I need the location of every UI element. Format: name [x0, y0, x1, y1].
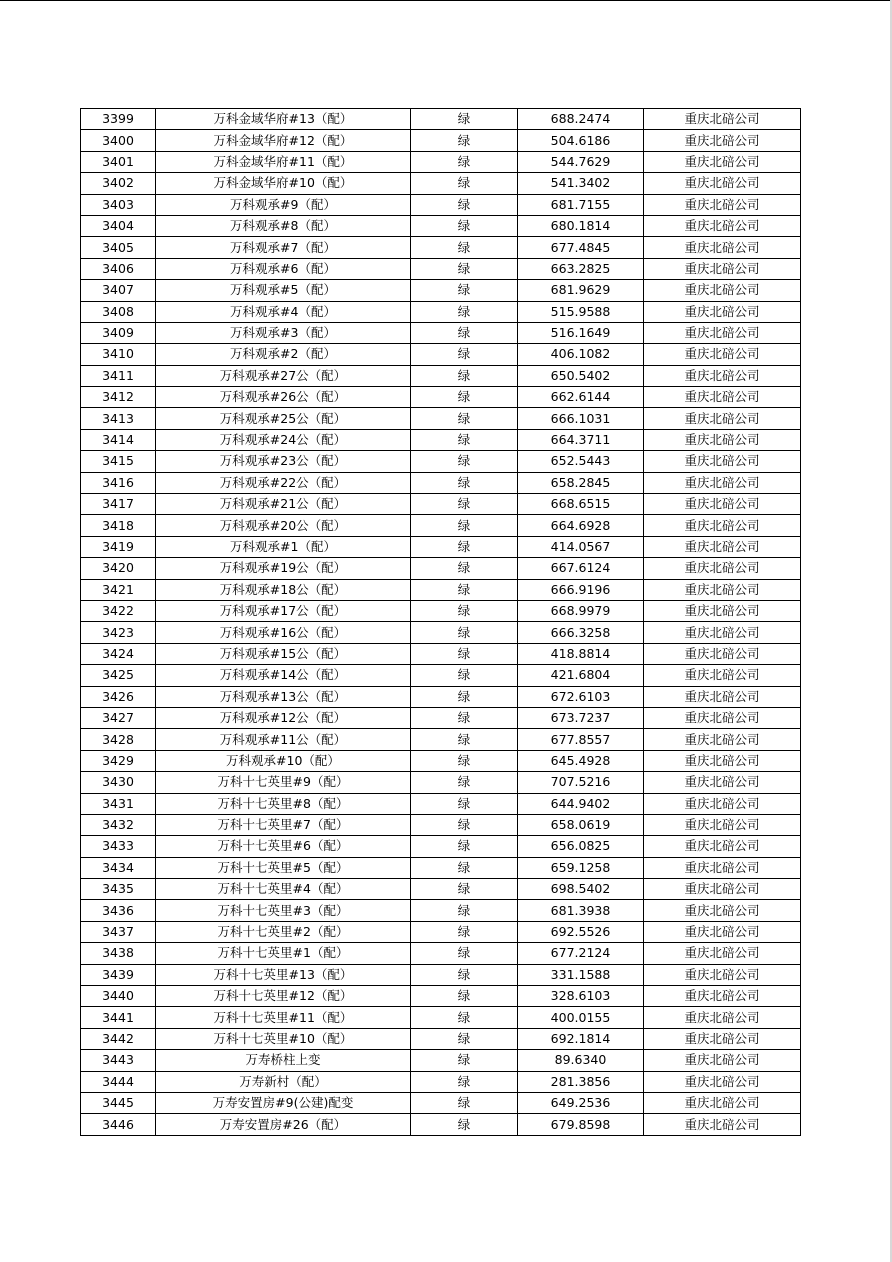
company-cell: 重庆北碚公司	[644, 793, 801, 814]
status-color-cell: 绿	[411, 536, 518, 557]
company-cell: 重庆北碚公司	[644, 558, 801, 579]
status-color-cell: 绿	[411, 921, 518, 942]
value-cell: 680.1814	[518, 215, 644, 236]
data-table	[80, 108, 801, 1136]
status-color-cell: 绿	[411, 408, 518, 429]
station-name-cell: 万科观承#4（配）	[156, 301, 411, 322]
row-number-cell: 3415	[81, 451, 156, 472]
station-name-cell: 万科观承#24公（配）	[156, 429, 411, 450]
value-cell: 681.3938	[518, 900, 644, 921]
value-cell: 663.2825	[518, 258, 644, 279]
row-number-cell: 3426	[81, 686, 156, 707]
station-name-cell: 万科十七英里#12（配）	[156, 986, 411, 1007]
value-cell: 677.2124	[518, 943, 644, 964]
station-name-cell: 万科观承#14公（配）	[156, 665, 411, 686]
table-row	[81, 280, 801, 301]
table-row	[81, 772, 801, 793]
table-row	[81, 686, 801, 707]
status-color-cell: 绿	[411, 943, 518, 964]
value-cell: 331.1588	[518, 964, 644, 985]
row-number-cell: 3428	[81, 729, 156, 750]
station-name-cell: 万科十七英里#5（配）	[156, 857, 411, 878]
station-name-cell: 万科金域华府#13（配）	[156, 109, 411, 130]
status-color-cell: 绿	[411, 322, 518, 343]
table-row	[81, 1092, 801, 1113]
status-color-cell: 绿	[411, 472, 518, 493]
station-name-cell: 万科十七英里#4（配）	[156, 879, 411, 900]
value-cell: 544.7629	[518, 151, 644, 172]
value-cell: 672.6103	[518, 686, 644, 707]
table-row	[81, 365, 801, 386]
status-color-cell: 绿	[411, 109, 518, 130]
table-row	[81, 429, 801, 450]
company-cell: 重庆北碚公司	[644, 1007, 801, 1028]
table-row	[81, 408, 801, 429]
row-number-cell: 3418	[81, 515, 156, 536]
station-name-cell: 万科观承#22公（配）	[156, 472, 411, 493]
table-row	[81, 857, 801, 878]
value-cell: 667.6124	[518, 558, 644, 579]
value-cell: 662.6144	[518, 387, 644, 408]
table-row	[81, 707, 801, 728]
value-cell: 406.1082	[518, 344, 644, 365]
company-cell: 重庆北碚公司	[644, 237, 801, 258]
value-cell: 688.2474	[518, 109, 644, 130]
table-row	[81, 1114, 801, 1135]
status-color-cell: 绿	[411, 301, 518, 322]
row-number-cell: 3400	[81, 130, 156, 151]
row-number-cell: 3434	[81, 857, 156, 878]
table-row	[81, 322, 801, 343]
status-color-cell: 绿	[411, 387, 518, 408]
value-cell: 644.9402	[518, 793, 644, 814]
value-cell: 645.4928	[518, 750, 644, 771]
row-number-cell: 3438	[81, 943, 156, 964]
value-cell: 504.6186	[518, 130, 644, 151]
station-name-cell: 万科十七英里#10（配）	[156, 1028, 411, 1049]
status-color-cell: 绿	[411, 558, 518, 579]
station-name-cell: 万科观承#18公（配）	[156, 579, 411, 600]
table-row	[81, 986, 801, 1007]
row-number-cell: 3409	[81, 322, 156, 343]
station-name-cell: 万科观承#5（配）	[156, 280, 411, 301]
station-name-cell: 万科十七英里#11（配）	[156, 1007, 411, 1028]
station-name-cell: 万科观承#11公（配）	[156, 729, 411, 750]
company-cell: 重庆北碚公司	[644, 986, 801, 1007]
table-row	[81, 879, 801, 900]
value-cell: 673.7237	[518, 707, 644, 728]
table-row	[81, 793, 801, 814]
company-cell: 重庆北碚公司	[644, 1092, 801, 1113]
table-row	[81, 215, 801, 236]
row-number-cell: 3429	[81, 750, 156, 771]
row-number-cell: 3413	[81, 408, 156, 429]
company-cell: 重庆北碚公司	[644, 857, 801, 878]
company-cell: 重庆北碚公司	[644, 729, 801, 750]
status-color-cell: 绿	[411, 451, 518, 472]
table-row	[81, 109, 801, 130]
status-color-cell: 绿	[411, 280, 518, 301]
company-cell: 重庆北碚公司	[644, 879, 801, 900]
table-row	[81, 494, 801, 515]
station-name-cell: 万科十七英里#7（配）	[156, 814, 411, 835]
station-name-cell: 万科观承#13公（配）	[156, 686, 411, 707]
row-number-cell: 3427	[81, 707, 156, 728]
status-color-cell: 绿	[411, 1092, 518, 1113]
status-color-cell: 绿	[411, 494, 518, 515]
status-color-cell: 绿	[411, 900, 518, 921]
value-cell: 666.9196	[518, 579, 644, 600]
company-cell: 重庆北碚公司	[644, 151, 801, 172]
company-cell: 重庆北碚公司	[644, 215, 801, 236]
station-name-cell: 万寿安置房#26（配）	[156, 1114, 411, 1135]
table-row	[81, 301, 801, 322]
company-cell: 重庆北碚公司	[644, 109, 801, 130]
row-number-cell: 3421	[81, 579, 156, 600]
company-cell: 重庆北碚公司	[644, 750, 801, 771]
value-cell: 281.3856	[518, 1071, 644, 1092]
value-cell: 664.6928	[518, 515, 644, 536]
row-number-cell: 3425	[81, 665, 156, 686]
value-cell: 668.6515	[518, 494, 644, 515]
station-name-cell: 万科观承#23公（配）	[156, 451, 411, 472]
company-cell: 重庆北碚公司	[644, 665, 801, 686]
table-row	[81, 814, 801, 835]
company-cell: 重庆北碚公司	[644, 686, 801, 707]
row-number-cell: 3410	[81, 344, 156, 365]
table-row	[81, 943, 801, 964]
status-color-cell: 绿	[411, 600, 518, 621]
row-number-cell: 3432	[81, 814, 156, 835]
station-name-cell: 万科观承#25公（配）	[156, 408, 411, 429]
row-number-cell: 3417	[81, 494, 156, 515]
table-row	[81, 344, 801, 365]
row-number-cell: 3431	[81, 793, 156, 814]
row-number-cell: 3420	[81, 558, 156, 579]
company-cell: 重庆北碚公司	[644, 900, 801, 921]
table-row	[81, 836, 801, 857]
company-cell: 重庆北碚公司	[644, 451, 801, 472]
company-cell: 重庆北碚公司	[644, 344, 801, 365]
status-color-cell: 绿	[411, 1050, 518, 1071]
row-number-cell: 3441	[81, 1007, 156, 1028]
company-cell: 重庆北碚公司	[644, 365, 801, 386]
table-body	[81, 109, 801, 1136]
company-cell: 重庆北碚公司	[644, 408, 801, 429]
row-number-cell: 3437	[81, 921, 156, 942]
station-name-cell: 万科金域华府#11（配）	[156, 151, 411, 172]
status-color-cell: 绿	[411, 579, 518, 600]
station-name-cell: 万科观承#12公（配）	[156, 707, 411, 728]
value-cell: 692.1814	[518, 1028, 644, 1049]
value-cell: 677.4845	[518, 237, 644, 258]
row-number-cell: 3436	[81, 900, 156, 921]
table-row	[81, 237, 801, 258]
table-row	[81, 451, 801, 472]
value-cell: 679.8598	[518, 1114, 644, 1135]
table-row	[81, 173, 801, 194]
company-cell: 重庆北碚公司	[644, 1114, 801, 1135]
table-row	[81, 194, 801, 215]
station-name-cell: 万科十七英里#6（配）	[156, 836, 411, 857]
company-cell: 重庆北碚公司	[644, 173, 801, 194]
table-row	[81, 130, 801, 151]
station-name-cell: 万科观承#20公（配）	[156, 515, 411, 536]
row-number-cell: 3423	[81, 622, 156, 643]
station-name-cell: 万科观承#2（配）	[156, 344, 411, 365]
table-row	[81, 579, 801, 600]
value-cell: 681.7155	[518, 194, 644, 215]
status-color-cell: 绿	[411, 237, 518, 258]
value-cell: 659.1258	[518, 857, 644, 878]
row-number-cell: 3411	[81, 365, 156, 386]
row-number-cell: 3405	[81, 237, 156, 258]
value-cell: 666.3258	[518, 622, 644, 643]
station-name-cell: 万科观承#15公（配）	[156, 643, 411, 664]
company-cell: 重庆北碚公司	[644, 429, 801, 450]
row-number-cell: 3445	[81, 1092, 156, 1113]
status-color-cell: 绿	[411, 643, 518, 664]
company-cell: 重庆北碚公司	[644, 536, 801, 557]
company-cell: 重庆北碚公司	[644, 322, 801, 343]
company-cell: 重庆北碚公司	[644, 280, 801, 301]
status-color-cell: 绿	[411, 836, 518, 857]
station-name-cell: 万寿桥柱上变	[156, 1050, 411, 1071]
station-name-cell: 万科十七英里#8（配）	[156, 793, 411, 814]
status-color-cell: 绿	[411, 194, 518, 215]
row-number-cell: 3444	[81, 1071, 156, 1092]
status-color-cell: 绿	[411, 429, 518, 450]
company-cell: 重庆北碚公司	[644, 814, 801, 835]
row-number-cell: 3419	[81, 536, 156, 557]
station-name-cell: 万科观承#8（配）	[156, 215, 411, 236]
table-row	[81, 729, 801, 750]
row-number-cell: 3422	[81, 600, 156, 621]
company-cell: 重庆北碚公司	[644, 622, 801, 643]
company-cell: 重庆北碚公司	[644, 943, 801, 964]
status-color-cell: 绿	[411, 814, 518, 835]
value-cell: 650.5402	[518, 365, 644, 386]
station-name-cell: 万科十七英里#9（配）	[156, 772, 411, 793]
row-number-cell: 3433	[81, 836, 156, 857]
status-color-cell: 绿	[411, 793, 518, 814]
status-color-cell: 绿	[411, 665, 518, 686]
table-row	[81, 665, 801, 686]
status-color-cell: 绿	[411, 1114, 518, 1135]
row-number-cell: 3408	[81, 301, 156, 322]
company-cell: 重庆北碚公司	[644, 921, 801, 942]
company-cell: 重庆北碚公司	[644, 643, 801, 664]
status-color-cell: 绿	[411, 365, 518, 386]
table-row	[81, 1007, 801, 1028]
status-color-cell: 绿	[411, 622, 518, 643]
table-row	[81, 1028, 801, 1049]
station-name-cell: 万科十七英里#13（配）	[156, 964, 411, 985]
value-cell: 89.6340	[518, 1050, 644, 1071]
row-number-cell: 3443	[81, 1050, 156, 1071]
company-cell: 重庆北碚公司	[644, 515, 801, 536]
value-cell: 658.0619	[518, 814, 644, 835]
row-number-cell: 3412	[81, 387, 156, 408]
status-color-cell: 绿	[411, 1007, 518, 1028]
value-cell: 515.9588	[518, 301, 644, 322]
table-row	[81, 600, 801, 621]
company-cell: 重庆北碚公司	[644, 258, 801, 279]
station-name-cell: 万科观承#10（配）	[156, 750, 411, 771]
company-cell: 重庆北碚公司	[644, 494, 801, 515]
value-cell: 414.0567	[518, 536, 644, 557]
station-name-cell: 万科金域华府#10（配）	[156, 173, 411, 194]
station-name-cell: 万科观承#9（配）	[156, 194, 411, 215]
value-cell: 664.3711	[518, 429, 644, 450]
row-number-cell: 3403	[81, 194, 156, 215]
table-row	[81, 964, 801, 985]
value-cell: 652.5443	[518, 451, 644, 472]
status-color-cell: 绿	[411, 729, 518, 750]
table-row	[81, 900, 801, 921]
station-name-cell: 万科观承#26公（配）	[156, 387, 411, 408]
value-cell: 677.8557	[518, 729, 644, 750]
station-name-cell: 万科观承#21公（配）	[156, 494, 411, 515]
station-name-cell: 万科观承#19公（配）	[156, 558, 411, 579]
company-cell: 重庆北碚公司	[644, 836, 801, 857]
station-name-cell: 万寿安置房#9(公建)配变	[156, 1092, 411, 1113]
table-row	[81, 387, 801, 408]
table-row	[81, 558, 801, 579]
value-cell: 400.0155	[518, 1007, 644, 1028]
status-color-cell: 绿	[411, 986, 518, 1007]
status-color-cell: 绿	[411, 772, 518, 793]
company-cell: 重庆北碚公司	[644, 1071, 801, 1092]
value-cell: 666.1031	[518, 408, 644, 429]
status-color-cell: 绿	[411, 686, 518, 707]
company-cell: 重庆北碚公司	[644, 194, 801, 215]
table-row	[81, 258, 801, 279]
station-name-cell: 万科观承#3（配）	[156, 322, 411, 343]
station-name-cell: 万科十七英里#3（配）	[156, 900, 411, 921]
company-cell: 重庆北碚公司	[644, 301, 801, 322]
table-row	[81, 536, 801, 557]
station-name-cell: 万科观承#17公（配）	[156, 600, 411, 621]
row-number-cell: 3439	[81, 964, 156, 985]
table-row	[81, 472, 801, 493]
row-number-cell: 3414	[81, 429, 156, 450]
row-number-cell: 3404	[81, 215, 156, 236]
value-cell: 516.1649	[518, 322, 644, 343]
station-name-cell: 万科观承#27公（配）	[156, 365, 411, 386]
status-color-cell: 绿	[411, 130, 518, 151]
row-number-cell: 3435	[81, 879, 156, 900]
station-name-cell: 万科观承#1（配）	[156, 536, 411, 557]
station-name-cell: 万科观承#7（配）	[156, 237, 411, 258]
row-number-cell: 3442	[81, 1028, 156, 1049]
value-cell: 681.9629	[518, 280, 644, 301]
value-cell: 692.5526	[518, 921, 644, 942]
row-number-cell: 3401	[81, 151, 156, 172]
status-color-cell: 绿	[411, 964, 518, 985]
value-cell: 656.0825	[518, 836, 644, 857]
table-row	[81, 515, 801, 536]
station-name-cell: 万科十七英里#1（配）	[156, 943, 411, 964]
row-number-cell: 3440	[81, 986, 156, 1007]
table-row	[81, 151, 801, 172]
company-cell: 重庆北碚公司	[644, 1050, 801, 1071]
row-number-cell: 3399	[81, 109, 156, 130]
company-cell: 重庆北碚公司	[644, 964, 801, 985]
row-number-cell: 3402	[81, 173, 156, 194]
value-cell: 668.9979	[518, 600, 644, 621]
row-number-cell: 3406	[81, 258, 156, 279]
page-top-border	[0, 0, 892, 1]
company-cell: 重庆北碚公司	[644, 772, 801, 793]
value-cell: 418.8814	[518, 643, 644, 664]
status-color-cell: 绿	[411, 151, 518, 172]
status-color-cell: 绿	[411, 1028, 518, 1049]
status-color-cell: 绿	[411, 857, 518, 878]
row-number-cell: 3424	[81, 643, 156, 664]
table-row	[81, 1071, 801, 1092]
table-row	[81, 1050, 801, 1071]
value-cell: 328.6103	[518, 986, 644, 1007]
table-row	[81, 750, 801, 771]
company-cell: 重庆北碚公司	[644, 579, 801, 600]
status-color-cell: 绿	[411, 215, 518, 236]
value-cell: 421.6804	[518, 665, 644, 686]
value-cell: 658.2845	[518, 472, 644, 493]
row-number-cell: 3430	[81, 772, 156, 793]
value-cell: 707.5216	[518, 772, 644, 793]
station-name-cell: 万科观承#6（配）	[156, 258, 411, 279]
status-color-cell: 绿	[411, 258, 518, 279]
status-color-cell: 绿	[411, 707, 518, 728]
table-row	[81, 921, 801, 942]
table-row	[81, 643, 801, 664]
value-cell: 649.2536	[518, 1092, 644, 1113]
status-color-cell: 绿	[411, 515, 518, 536]
table-row	[81, 622, 801, 643]
company-cell: 重庆北碚公司	[644, 130, 801, 151]
status-color-cell: 绿	[411, 344, 518, 365]
station-name-cell: 万科金域华府#12（配）	[156, 130, 411, 151]
station-name-cell: 万寿新村（配）	[156, 1071, 411, 1092]
station-name-cell: 万科观承#16公（配）	[156, 622, 411, 643]
status-color-cell: 绿	[411, 750, 518, 771]
row-number-cell: 3446	[81, 1114, 156, 1135]
row-number-cell: 3407	[81, 280, 156, 301]
company-cell: 重庆北碚公司	[644, 707, 801, 728]
row-number-cell: 3416	[81, 472, 156, 493]
status-color-cell: 绿	[411, 1071, 518, 1092]
value-cell: 541.3402	[518, 173, 644, 194]
value-cell: 698.5402	[518, 879, 644, 900]
company-cell: 重庆北碚公司	[644, 600, 801, 621]
status-color-cell: 绿	[411, 173, 518, 194]
company-cell: 重庆北碚公司	[644, 387, 801, 408]
company-cell: 重庆北碚公司	[644, 472, 801, 493]
station-name-cell: 万科十七英里#2（配）	[156, 921, 411, 942]
company-cell: 重庆北碚公司	[644, 1028, 801, 1049]
status-color-cell: 绿	[411, 879, 518, 900]
